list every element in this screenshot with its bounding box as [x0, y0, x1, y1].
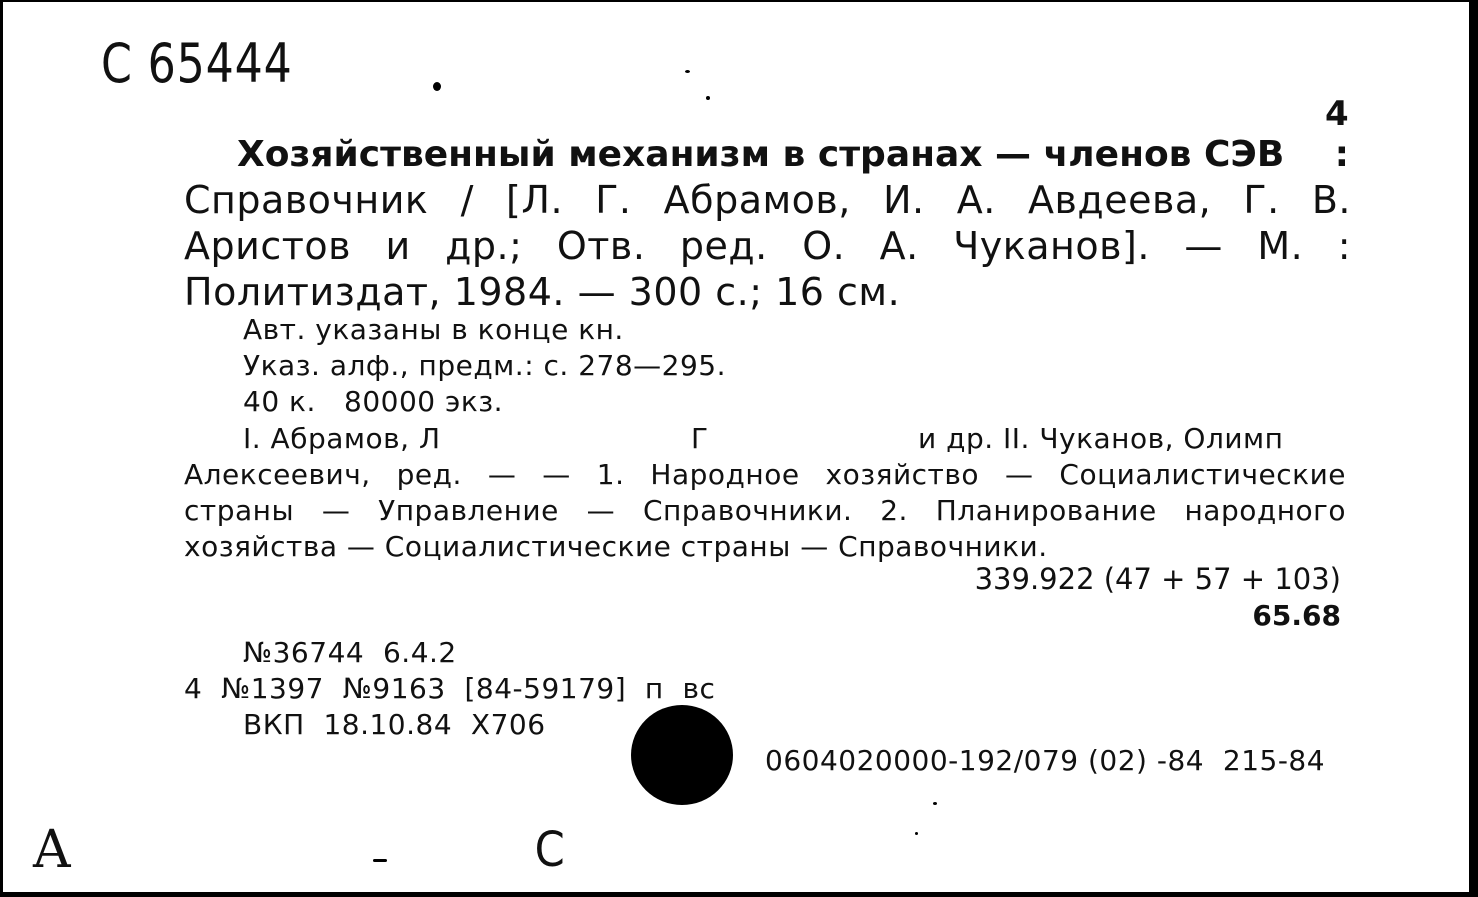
tracing-part-3: и др. II. Чуканов, Олимп [918, 422, 1284, 455]
code-line: 0604020000-192/079 (02) -84 215-84 [765, 744, 1326, 777]
punch-hole [631, 705, 733, 805]
tracing-line-2: страны — Управление — Справочники. 2. Планирование народного [184, 494, 1346, 527]
tracing-part-2: Г [691, 422, 709, 455]
title-text: Хозяйственный механизм в странах — членов СЭВ [237, 134, 1285, 175]
record-line-3: ВКП 18.10.84 Х706 [243, 708, 546, 741]
tracing-line-1: Алексеевич, ред. — — 1. Народное хозяйство — Социалистические [184, 458, 1346, 491]
tracing-part-1: I. Абрамов, Л [243, 422, 441, 455]
call-number: С 65444 [101, 32, 293, 95]
speck [933, 802, 937, 805]
body-line-1: Справочник / [Л. Г. Абрамов, И. А. Авдеева, Г. В. [184, 178, 1351, 222]
speck [915, 832, 918, 835]
classification-bbk: 65.68 [1252, 599, 1341, 632]
note-authors: Авт. указаны в конце кн. [243, 313, 624, 346]
catalog-card [3, 2, 1469, 892]
record-line-1: №36744 6.4.2 [243, 636, 457, 669]
classification-udc: 339.922 (47 + 57 + 103) [974, 562, 1341, 596]
title-colon: : [1334, 134, 1349, 175]
corner-mark: A [33, 820, 71, 880]
speck [685, 70, 690, 73]
corner-number: 4 [1325, 94, 1349, 134]
note-price: 40 к. 80000 экз. [243, 385, 504, 418]
bottom-letter: С [534, 822, 565, 878]
tracing-line-3: хозяйства — Социалистические страны — Справочники. [184, 530, 1048, 563]
title-line [237, 134, 1349, 175]
speck [433, 82, 441, 91]
body-line-3: Политиздат, 1984. — 300 с.; 16 см. [184, 270, 901, 314]
note-index: Указ. алф., предм.: с. 278—295. [243, 349, 727, 382]
body-line-2: Аристов и др.; Отв. ред. О. А. Чуканов]. — М. : [184, 224, 1351, 268]
speck [706, 96, 710, 100]
dash-mark [373, 859, 387, 862]
record-line-2: 4 №1397 №9163 [84-59179] п вс [184, 672, 716, 705]
